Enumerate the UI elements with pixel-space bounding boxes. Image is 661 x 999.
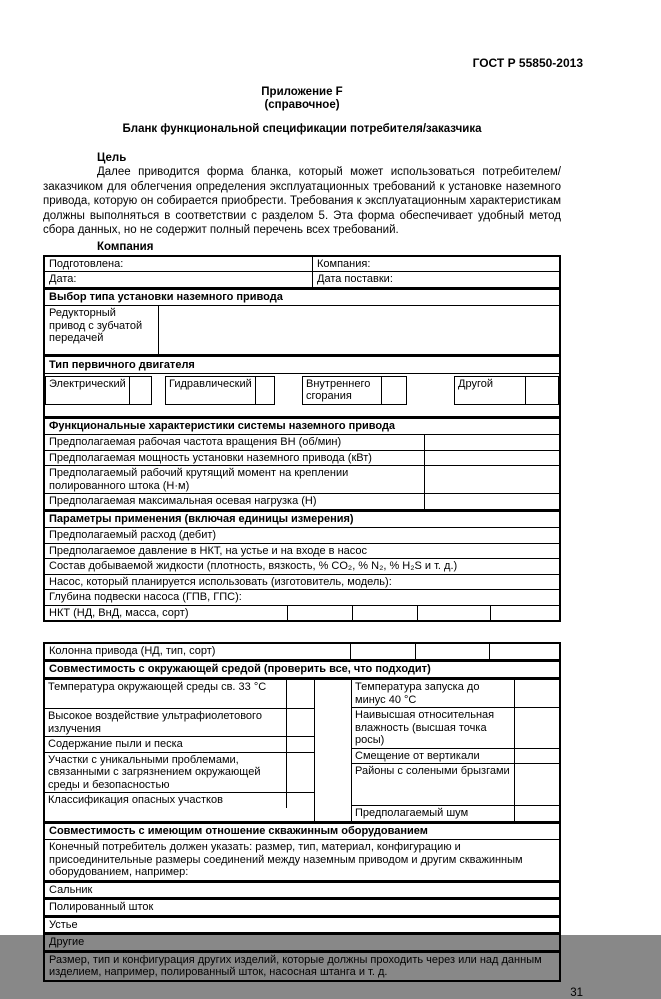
delivery-date-label: Дата поставки:: [312, 272, 559, 287]
tubing-cell-3: [417, 606, 490, 621]
environment-right-column: [351, 680, 559, 821]
option-electric: [45, 376, 152, 405]
gear-drive-label: Редукторный привод с зубчатой передачей: [45, 306, 159, 354]
table-row-fluid-composition: [45, 558, 559, 574]
appendix-type: (справочное): [264, 99, 340, 111]
section-drive-type-title: Выбор типа установки наземного привода: [49, 291, 283, 303]
form-table-compatibility: [43, 642, 561, 982]
torque-input-cell: [425, 466, 559, 493]
drive-string-cell-1: [350, 644, 415, 659]
table-row-torque: [45, 465, 559, 493]
option-combustion-checkbox: [381, 377, 406, 404]
env-row-salt-spray: [352, 763, 559, 805]
hazard-class-checkbox: [286, 793, 314, 808]
table-row-pressure: [45, 543, 559, 559]
section-functional-title: Функциональные характеристики системы наземного привода: [49, 420, 396, 432]
section-application-title: Параметры применения (включая единицы измерения): [49, 513, 354, 525]
dust-label: Содержание пыли и песка: [48, 738, 183, 750]
env-row-startup-temp: [352, 680, 559, 707]
uv-checkbox: [286, 709, 314, 736]
startup-temp-checkbox: [514, 680, 559, 707]
table-row-polished-rod: [45, 897, 559, 915]
wellhead-label: Устье: [49, 918, 78, 931]
purpose-heading: Цель: [97, 152, 127, 164]
option-hydraulic-label: Гидравлический: [169, 377, 252, 390]
option-other: [454, 376, 559, 405]
humidity-label: Наивысшая относительная влажность (высшая точка росы): [355, 709, 495, 746]
table-row-pump: [45, 574, 559, 590]
tubing-cell-2: [352, 606, 417, 621]
section-drive-type: [45, 287, 559, 306]
tubing-cell-4: [490, 606, 559, 621]
drive-string-label: Колонна привода (НД, тип, сорт): [49, 645, 216, 657]
ambient-temp-label: Температура окружающей среды св. 33 °С: [48, 681, 267, 693]
option-hydraulic: [165, 376, 275, 405]
noise-label: Предполагаемый шум: [355, 807, 469, 819]
section-prime-mover-title: Тип первичного двигателя: [49, 358, 195, 371]
table-row-axial-load: [45, 493, 559, 509]
drive-string-cell-3: [489, 644, 559, 659]
company-label: Компания:: [312, 257, 559, 272]
ambient-temp-checkbox: [286, 680, 314, 708]
table-row-prepared: [45, 257, 559, 272]
table-row-pump-depth: [45, 589, 559, 605]
env-row-pollution: [45, 752, 314, 793]
salt-spray-checkbox: [514, 764, 559, 805]
section-downhole: [45, 821, 559, 840]
environment-left-column: [45, 680, 315, 821]
section-prime-mover: [45, 354, 559, 373]
pump-depth-label: Глубина подвески насоса (ГПВ, ГПС):: [49, 591, 242, 603]
env-row-humidity: [352, 707, 559, 748]
pollution-label: Участки с уникальными проблемами, связанными с загрязнением окружающей среды и безопасностью: [48, 753, 261, 791]
pressure-label: Предполагаемое давление в НКТ, на устье и на входе в насос: [49, 544, 368, 557]
table-row-gear-drive: [45, 305, 559, 354]
form-title: Бланк функциональной спецификации потребителя/заказчика: [122, 123, 482, 135]
downhole-intro-text: Конечный потребитель должен указать: размер, тип, материал, конфигурацию и присоединительные размеры соединений между наземным приводом и другим скважинным оборудованием, например:: [49, 841, 523, 878]
downhole-note-text: Размер, тип и конфигурация других изделий, которые должны проходить через или над данным изделием, например, полированный шток, насосная штанга и т. д.: [49, 953, 542, 978]
appendix-label: Приложение F: [261, 86, 343, 98]
standard-code: ГОСТ Р 55850-2013: [472, 56, 583, 70]
table-row-date: [45, 271, 559, 287]
env-row-vertical-offset: [352, 748, 559, 764]
gear-drive-input-cell: [159, 306, 559, 354]
option-other-label: Другой: [458, 377, 493, 390]
humidity-checkbox: [514, 708, 559, 748]
stuffing-box-label: Сальник: [49, 883, 93, 896]
vertical-offset-checkbox: [514, 749, 559, 764]
pump-label: Насос, который планируется использовать (изготовитель, модель):: [49, 575, 392, 588]
axial-load-label: Предполагаемая максимальная осевая нагрузка (Н): [45, 494, 425, 509]
torque-label: Предполагаемый рабочий крутящий момент на креплении полированного штока (Н·м): [45, 466, 425, 493]
option-electric-label: Электрический: [49, 377, 126, 390]
speed-label: Предполагаемая рабочая частота вращения ВН (об/мин): [45, 435, 425, 450]
environment-checklist: [45, 677, 559, 821]
power-input-cell: [425, 451, 559, 466]
section-downhole-title: Совместимость с имеющим отношение скважинным оборудованием: [49, 825, 428, 837]
prepared-label: Подготовлена:: [49, 257, 124, 270]
other-items-label: Другие: [49, 936, 85, 948]
tubing-cell-1: [287, 606, 352, 621]
form-table-main: [43, 255, 561, 623]
vertical-offset-label: Смещение от вертикали: [355, 749, 480, 762]
env-row-uv: [45, 708, 314, 736]
table-row-stuffing-box: [45, 880, 559, 898]
section-functional: [45, 416, 559, 435]
table-row-power: [45, 450, 559, 466]
section-environment: [45, 659, 559, 678]
table-row-speed: [45, 434, 559, 450]
table-row-downhole-intro: [45, 839, 559, 880]
section-environment-title: Совместимость с окружающей средой (проверить все, что подходит): [49, 663, 431, 675]
page-content: [43, 0, 583, 999]
prime-mover-options-row: [45, 373, 559, 416]
table-row-wellhead: [45, 915, 559, 933]
company-heading: Компания: [97, 240, 154, 253]
tubing-label: НКТ (НД, ВнД, масса, сорт): [49, 606, 189, 619]
option-electric-checkbox: [129, 377, 151, 404]
drive-string-cell-2: [415, 644, 489, 659]
power-label: Предполагаемая мощность установки наземного привода (кВт): [45, 451, 425, 466]
pollution-checkbox: [286, 753, 314, 793]
option-combustion: [302, 376, 407, 405]
option-combustion-label: Внутреннего сгорания: [306, 377, 371, 402]
hazard-class-label: Классификация опасных участков: [48, 794, 223, 806]
salt-spray-label: Районы с солеными брызгами: [355, 765, 510, 777]
env-row-noise: [352, 805, 559, 821]
section-application: [45, 509, 559, 528]
option-other-checkbox: [525, 377, 558, 404]
polished-rod-label: Полированный шток: [49, 901, 154, 913]
fluid-composition-label: Состав добываемой жидкости (плотность, вязкость, % CO₂, % N₂, % H₂S и т. д.): [49, 560, 458, 572]
env-row-ambient-temp: [45, 680, 314, 708]
speed-input-cell: [425, 435, 559, 450]
env-row-hazard-class: [45, 792, 314, 808]
axial-load-input-cell: [425, 494, 559, 509]
table-row-drive-string: [45, 644, 559, 659]
env-row-dust: [45, 736, 314, 752]
flow-rate-label: Предполагаемый расход (дебит): [49, 529, 217, 541]
page-number: 31: [570, 986, 583, 999]
table-row-flow-rate: [45, 527, 559, 543]
option-hydraulic-checkbox: [255, 377, 274, 404]
purpose-paragraph: Далее приводится форма бланка, который может использоваться потребителем/заказчиком для облегчения определения эксплуатационных требований к установке наземного привода, которую он собирается приобрести. Требования к эксплуатационным характеристикам должны выполняться в соответствии с разделом 5. Эта форма обеспечивает удобный метод сбора данных, но не содержит полный перечень всех требований.: [43, 166, 561, 236]
noise-checkbox: [514, 806, 559, 821]
date-label: Дата:: [49, 273, 77, 285]
startup-temp-label: Температура запуска до минус 40 °С: [355, 681, 480, 706]
table-row-tubing: [45, 605, 559, 621]
uv-label: Высокое воздействие ультрафиолетового излучения: [48, 710, 262, 735]
table-row-other-items: [45, 932, 559, 950]
table-row-downhole-note: [45, 950, 559, 980]
dust-checkbox: [286, 737, 314, 752]
